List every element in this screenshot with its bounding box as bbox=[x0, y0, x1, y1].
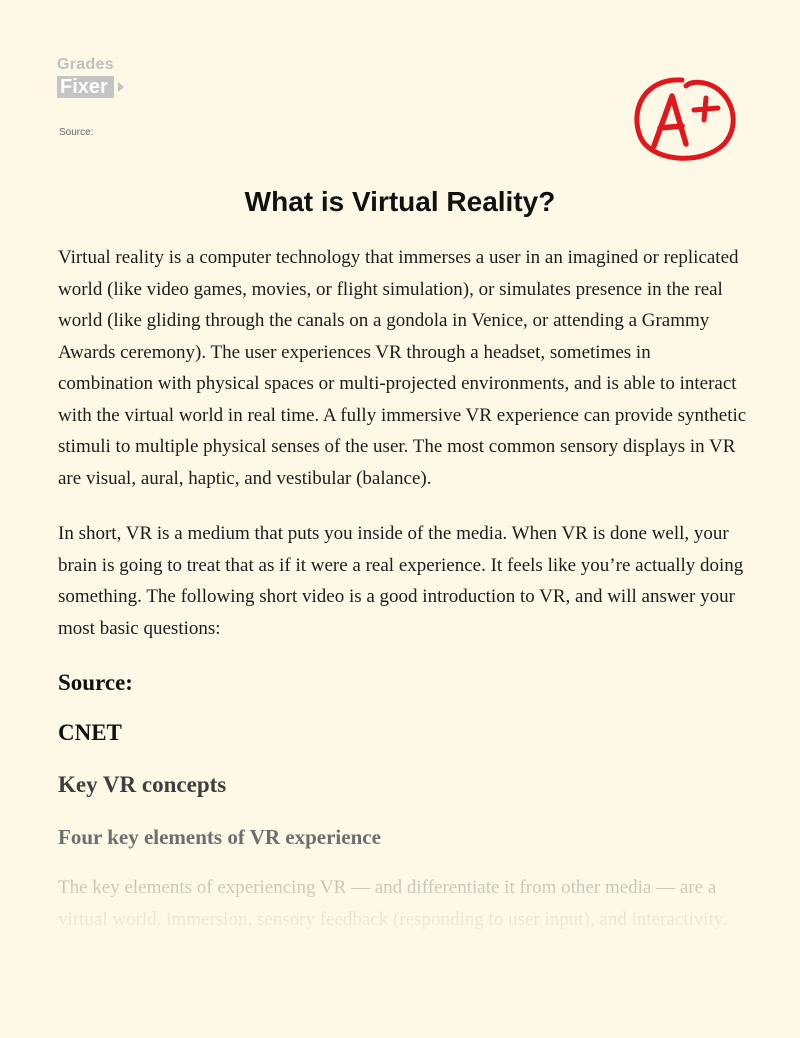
paragraph-faded-preview: The key elements of experiencing VR — and differentiate it from other media — are a virtual world, immersion, sensory feedback (responding to user input), and interactivity. bbox=[58, 872, 748, 935]
paragraph-short: In short, VR is a medium that puts you inside of the media. When VR is done well, your brain is going to treat that as if it were a real experience. It feels like you’re actually doing something. The following short video is a good introduction to VR, and will answer your most basic questions: bbox=[58, 523, 744, 639]
logo-text-fixer: Fixer bbox=[57, 76, 114, 98]
heading-cnet: CNET bbox=[58, 720, 122, 745]
grade-a-plus-icon bbox=[624, 70, 744, 170]
heading-key-concepts: Key VR concepts bbox=[58, 772, 227, 797]
grade-stamp bbox=[624, 70, 744, 170]
heading-four-elements: Four key elements of VR experience bbox=[58, 825, 381, 849]
page-title: What is Virtual Reality? bbox=[244, 186, 556, 217]
essay-body bbox=[58, 242, 748, 935]
paragraph-intro: Virtual reality is a computer technology that immerses a user in an imagined or replicated world (like video games, movies, or flight simulation), or simulates presence in the real world (like gliding through the canals on a gondola in Venice, or attending a Grammy Awards ceremony). The user experiences VR through a headset, sometimes in combination with physical spaces or multi-projected environments, and is able to interact with the virtual world in real time. A fully immersive VR experience can provide synthetic stimuli to multiple physical senses of the user. The most common sensory displays in VR are visual, aural, haptic, and vestibular (balance). bbox=[58, 247, 747, 489]
source-caption: Source: bbox=[59, 127, 94, 138]
logo-text-grades: Grades bbox=[57, 56, 114, 73]
gradesfixer-logo[interactable] bbox=[57, 56, 114, 98]
heading-source: Source: bbox=[58, 670, 133, 695]
